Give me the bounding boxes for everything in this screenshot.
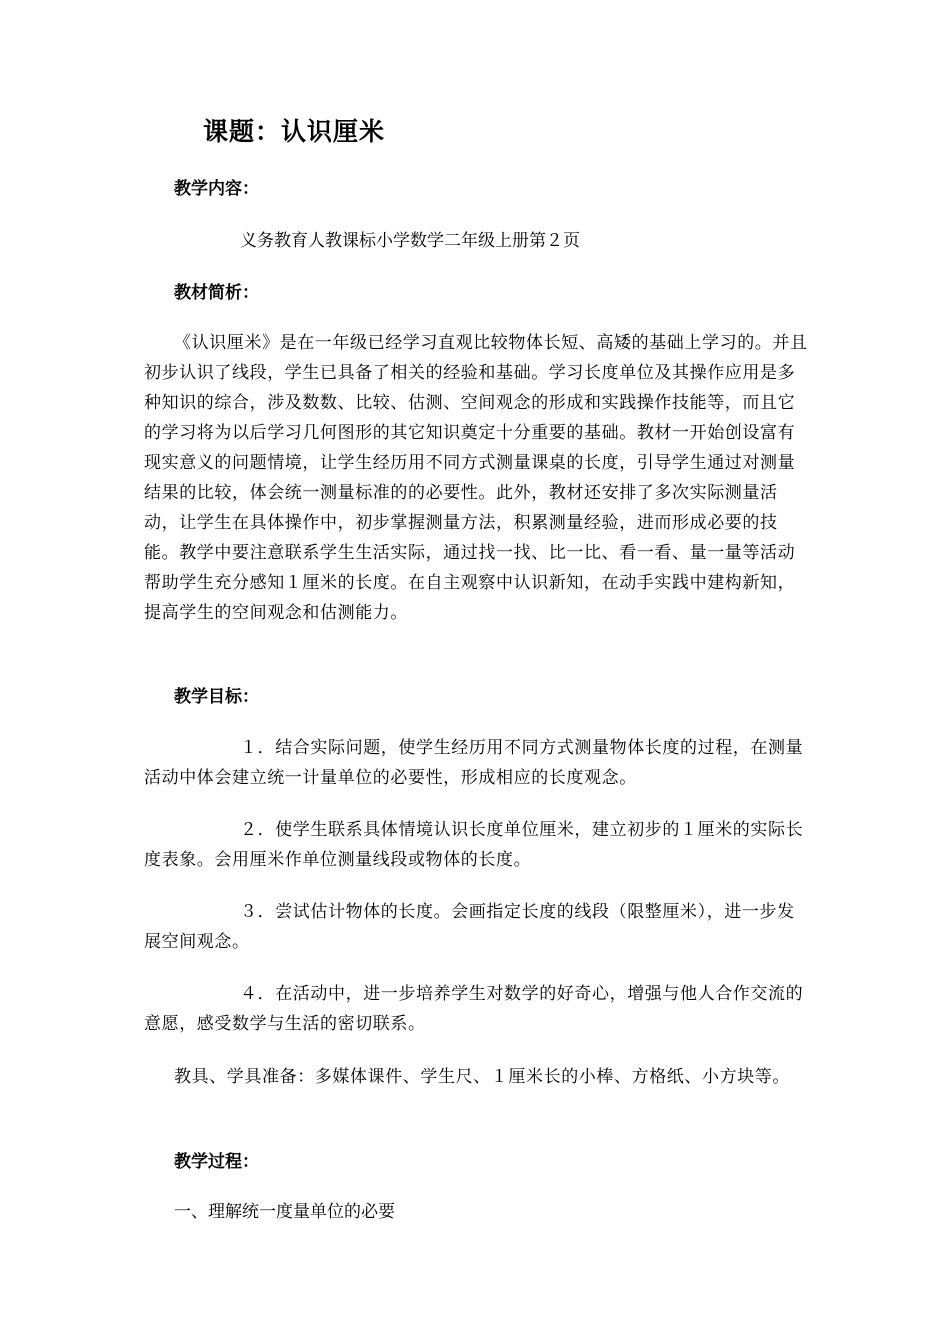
tools-paragraph: 教具、学具准备：多媒体课件、学生尺、１厘米长的小棒、方格纸、小方块等。 bbox=[174, 1067, 790, 1087]
goal-item-4: ４．在活动中，进一步培养学生对数学的好奇心，增强与他人合作交流的意愿，感受数学与生活的密切联系。 bbox=[144, 984, 804, 1034]
lesson-title: 课题：认识厘米 bbox=[203, 117, 386, 146]
content-heading: 教学内容： bbox=[174, 179, 259, 199]
process-heading: 教学过程： bbox=[174, 1152, 259, 1172]
process-step-1: 一、理解统一度量单位的必要 bbox=[174, 1202, 395, 1222]
goal-item-3: ３．尝试估计物体的长度。会画指定长度的线段（限整厘米），进一步发展空间观念。 bbox=[144, 902, 795, 952]
goal-item-2: ２．使学生联系具体情境认识长度单位厘米，建立初步的１厘米的实际长度表象。会用厘米作单位测量线段或物体的长度。 bbox=[144, 820, 804, 870]
content-text: 义务教育人教课标小学数学二年级上册第２页 bbox=[240, 231, 580, 251]
goals-heading: 教学目标： bbox=[174, 687, 259, 707]
analysis-paragraph: 《认识厘米》是在一年级已经学习直观比较物体长短、高矮的基础上学习的。并且初步认识了线段，学生已具备了相关的经验和基础。学习长度单位及其操作应用是多种知识的综合，涉及数数、比较、估测、空间观念的形成和实践操作技能等，而且它的学习将为以后学习几何图形的其它知识奠定十分重要的基础。教材一开始创设富有现实意义的问题情境，让学生经历用不同方式测量课桌的长度，引导学生通过对测量结果的比较，体会统一测量标准的的必要性。此外，教材还安排了多次实际测量活动，让学生在具体操作中，初步掌握测量方法，积累测量经验，进而形成必要的技能。教学中要注意联系学生生活实际，通过找一找、比一比、看一看、量一量等活动帮助学生充分感知１厘米的长度。在自主观察中认识新知，在动手实践中建构新知，提高学生的空间观念和估测能力。 bbox=[144, 333, 808, 623]
goal-item-1: １．结合实际问题，使学生经历用不同方式测量物体长度的过程，在测量活动中体会建立统一计量单位的必要性，形成相应的长度观念。 bbox=[144, 738, 804, 788]
analysis-heading: 教材简析： bbox=[174, 283, 259, 303]
